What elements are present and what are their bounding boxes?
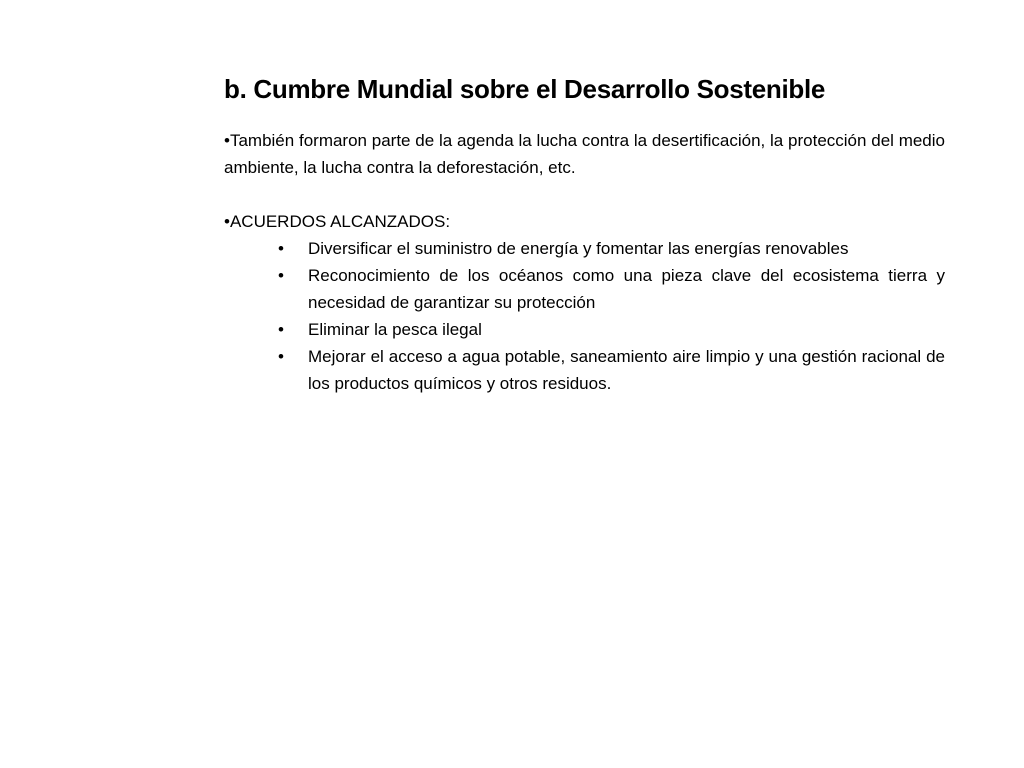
list-item xyxy=(224,262,945,316)
list-item-text: Mejorar el acceso a agua potable, saneamiento aire limpio y una gestión racional de los productos químicos y otros residuos. xyxy=(308,347,945,393)
intro-paragraph: •También formaron parte de la agenda la lucha contra la desertificación, la protección del medio ambiente, la lucha contra la deforestación, etc. xyxy=(224,131,945,177)
acuerdos-heading: •ACUERDOS ALCANZADOS: xyxy=(224,212,451,231)
bullet-icon: • xyxy=(278,320,284,339)
bullet-icon: • xyxy=(278,266,284,285)
list-item-text: Reconocimiento de los océanos como una pieza clave del ecosistema tierra y necesidad de garantizar su protección xyxy=(308,266,945,312)
list-item-text: Diversificar el suministro de energía y fomentar las energías renovables xyxy=(308,239,849,258)
bullet-icon: • xyxy=(278,347,284,366)
acuerdos-list xyxy=(224,235,945,397)
list-item xyxy=(224,316,945,343)
list-item xyxy=(224,343,945,397)
list-item xyxy=(224,235,945,262)
list-item-text: Eliminar la pesca ilegal xyxy=(308,320,482,339)
bullet-icon: • xyxy=(278,239,284,258)
slide-title: b. Cumbre Mundial sobre el Desarrollo Sostenible xyxy=(224,74,826,104)
slide-content xyxy=(224,72,945,397)
